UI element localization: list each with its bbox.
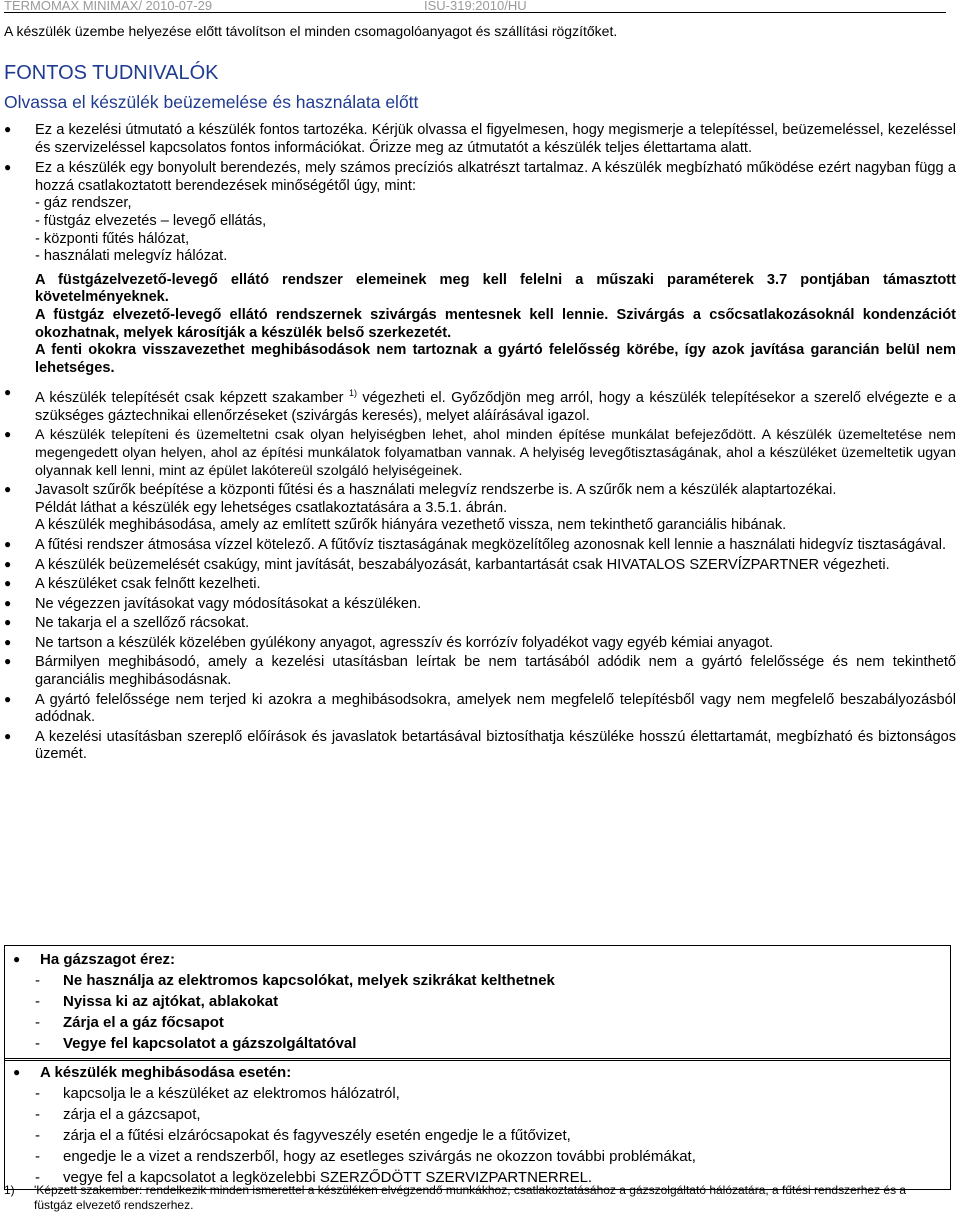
bullet-icon: ●	[13, 1065, 21, 1079]
sub-item: - füstgáz elvezetés – levegő ellátás,	[35, 212, 267, 229]
dash: -	[35, 972, 40, 989]
box-title-text: Ha gázszagot érez:	[40, 951, 176, 968]
box-item-text: Ne használja az elektromos kapcsolókat, melyek szikrákat kelthetnek	[63, 972, 555, 989]
bullet-icon: ●	[4, 122, 12, 136]
list-item	[0, 654, 956, 689]
list-item-text: végezheti el. Győződjön meg arról, hogy a készülék telepítésekor a szerelő elvégezte e a szükséges gáztechnikai ellenőrzéseket (szivárgás keresés), melyet aláírásával igazol.	[35, 390, 956, 424]
list-item-text: A készülék telepítését csak képzett szakamber	[35, 390, 349, 407]
box-item	[5, 1012, 950, 1033]
box-item	[5, 1083, 950, 1104]
footnote-number: 1)	[4, 1183, 15, 1197]
warranty-note: A fenti okokra visszavezethet meghibásodások nem tartoznak a gyártó felelősség körébe, így azok javítása garancián belül nem lehetséges.	[35, 342, 956, 376]
list-item	[0, 615, 956, 633]
box-item-text: engedje le a vizet a rendszerből, hogy az esetleges szivárgás ne okozzon további problémákat,	[63, 1148, 696, 1165]
list-item-text: A kezelési utasításban szereplő előírások és javaslatok betartásával biztosíthatja készüléke hosszú élettartamát, megbízható és biztonságos üzemét.	[35, 728, 956, 763]
sub-item: - használati melegvíz hálózat.	[35, 248, 228, 265]
footnote-ref: 1)	[348, 388, 357, 399]
list-item	[0, 729, 956, 764]
dash: -	[35, 1035, 40, 1052]
list-item-text: A készülék telepíteni és üzemeltetni csak olyan helyiségben lehet, ahol minden építése munkálat befejeződött. A készülék üzemeltetése nem megengedett olyan helyen, ahol az építési munkálatok folyamatban vannak. A helyiség levegőtisztaságának, ahol a készüléket üzemeltetik ugyan olyannak kell lenni, mint az épület lakótereül szolgáló helyiségeinek.	[35, 427, 956, 479]
box-item-text: Nyissa ki az ajtókat, ablakokat	[63, 993, 279, 1010]
list-item-text: A fűtési rendszer átmosása vízzel kötelező. A fűtővíz tisztaságának megközelítőleg azonosnak kell lennie a használati hidegvíz tisztaságával.	[35, 536, 946, 553]
list-item	[0, 576, 956, 594]
box-item-text: vegye fel a kapcsolatot a legközelebbi SZERZŐDÖTT SZERVIZPARTNERREL.	[63, 1169, 593, 1186]
list-item-text: Ne végezzen javításokat vagy módosításokat a készüléken.	[35, 595, 422, 612]
box-item-text: Zárja el a gáz főcsapot	[63, 1014, 224, 1031]
bullet-icon: ●	[4, 728, 12, 743]
list-item	[0, 160, 956, 377]
list-item	[0, 635, 956, 653]
page-header	[4, 0, 946, 13]
bullet-icon: ●	[4, 482, 12, 497]
dash: -	[35, 1085, 40, 1102]
bullet-icon: ●	[4, 160, 12, 175]
footnote	[4, 1183, 944, 1213]
list-item-text: A készüléket csak felnőtt kezelheti.	[35, 576, 261, 593]
box-item-text: kapcsolja le a készüléket az elektromos hálózatról,	[63, 1085, 400, 1102]
list-item	[0, 557, 956, 575]
list-item-text: Példát láthat a készülék egy lehetséges csatlakoztatására a 3.5.1. ábrán.	[35, 499, 508, 516]
bullet-icon: ●	[4, 427, 12, 442]
dash: -	[35, 1127, 40, 1144]
list-item-text: A gyártó felelőssége nem terjed ki azokra a meghibásodsokra, amelyek nem megfelelő telepítésből vagy nem megfelelő beszabályozásból adódnak.	[35, 691, 956, 726]
box-item-text: zárja el a gázcsapot,	[63, 1106, 201, 1123]
list-item	[0, 427, 956, 480]
box-item-text: zárja el a fűtési elzárócsapokat és fagyveszély esetén engedje le a fűtővizet,	[63, 1127, 571, 1144]
list-item	[0, 596, 956, 614]
bullet-icon: ●	[4, 556, 12, 571]
bullet-icon: ●	[4, 615, 12, 630]
bullet-icon: ●	[4, 576, 12, 591]
bullet-list	[0, 122, 956, 764]
list-item-text: Ez a kezelési útmutató a készülék fontos tartozéka. Kérjük olvassa el figyelmesen, hogy megismerje a telepítéssel, beüzemeléssel, kezeléssel és szervizeléssel kapcsolatos fontos információkat. Őrizze meg az útmutatót a készülék teljes élettartama alatt.	[35, 122, 956, 156]
dash: -	[35, 1106, 40, 1123]
bullet-icon: ●	[4, 385, 12, 400]
dash: -	[35, 1148, 40, 1165]
box-title	[5, 1062, 950, 1083]
box-title	[5, 949, 950, 970]
box-item	[5, 970, 950, 991]
list-item	[0, 482, 956, 535]
list-item	[0, 385, 956, 425]
dash: -	[35, 1169, 40, 1186]
list-item-text: Ne takarja el a szellőző rácsokat.	[35, 615, 250, 632]
bullet-icon: ●	[4, 536, 12, 551]
dash: -	[35, 1014, 40, 1031]
box-item-text: Vegye fel kapcsolatot a gázszolgáltatóval	[63, 1035, 357, 1052]
list-item-text: A készülék beüzemelését csakúgy, mint javítását, beszabályozását, karbantartását csak HIVATALOS SZERVÍZPARTNER végezheti.	[35, 556, 890, 573]
page-title: FONTOS TUDNIVALÓK	[4, 62, 219, 84]
bullet-icon: ●	[4, 595, 12, 610]
footnote-text: 'Képzett szakember: rendelkezik minden ismerettel a készüléken elvégzendő munkákhoz, csatlakoztatásához a gázszolgáltató hálózatára, a fűtési rendszerhez és a füstgáz elvezető rendszerhez.	[34, 1183, 907, 1212]
intro-text: A készülék üzembe helyezése előtt távolítson el minden csomagolóanyagot és szállítási rögzítőket.	[4, 23, 618, 39]
list-item-text: Ne tartson a készülék közelében gyúlékony anyagot, agresszív és korrózív folyadékot vagy egyéb kémiai anyagot.	[35, 634, 774, 651]
bullet-icon: ●	[4, 654, 12, 669]
list-item-text: Ez a készülék egy bonyolult berendezés, mely számos precíziós alkatrészt tartalmaz. A készülék megbízható működése ezért nagyban függ a hozzá csatlakoztatott berendezések minőségétől úgy, mint:	[35, 160, 956, 194]
sub-item: - központi fűtés hálózat,	[35, 230, 190, 247]
dash: -	[35, 993, 40, 1010]
list-item	[0, 122, 956, 157]
box-item	[5, 1146, 950, 1167]
bullet-icon: ●	[4, 634, 12, 649]
page-subtitle: Olvassa el készülék beüzemelése és használata előtt	[4, 92, 419, 112]
list-item	[0, 537, 956, 555]
leak-warning: A füstgáz elvezető-levegő ellátó rendszernek szivárgás mentesnek kell lennie. Szivárgás a csőcsatlakozásoknál kondenzációt okozhatnak, melyek károsítják a készülék belső szerkezetét.	[35, 306, 956, 341]
box-item	[5, 1125, 950, 1146]
box-item	[5, 991, 950, 1012]
box-title-text: A készülék meghibásodása esetén:	[40, 1064, 292, 1081]
list-item-text: Javasolt szűrők beépítése a központi fűtési és a használati melegvíz rendszerbe is. A szűrők nem a készülék alaptartozékai.	[35, 482, 837, 499]
bullet-icon: ●	[13, 952, 21, 966]
bullet-icon: ●	[4, 691, 12, 706]
sub-item: - gáz rendszer,	[35, 195, 132, 212]
header-center: ISU-319:2010/HU	[424, 0, 527, 13]
list-item	[0, 692, 956, 727]
gas-smell-box	[4, 945, 951, 1061]
box-item	[5, 1104, 950, 1125]
requirement-note: A füstgázelvezető-levegő ellátó rendszer elemeinek meg kell felelni a műszaki paraméterek 3.7 pontjában támasztott követelményeknek.	[35, 271, 956, 306]
header-left: TERMOMAX MINIMAX/ 2010-07-29	[4, 0, 213, 13]
box-item	[5, 1033, 950, 1054]
list-item-text: A készülék meghibásodása, amely az említett szűrők hiányára vezethető vissza, nem tekinthető garanciális hibának.	[35, 517, 787, 534]
list-item-text: Bármilyen meghibásodó, amely a kezelési utasításban leírtak be nem tartásából adódik nem a gyártó felelőssége és nem tekinthető garanciális meghibásodásnak.	[35, 654, 956, 689]
malfunction-box	[4, 1058, 951, 1190]
